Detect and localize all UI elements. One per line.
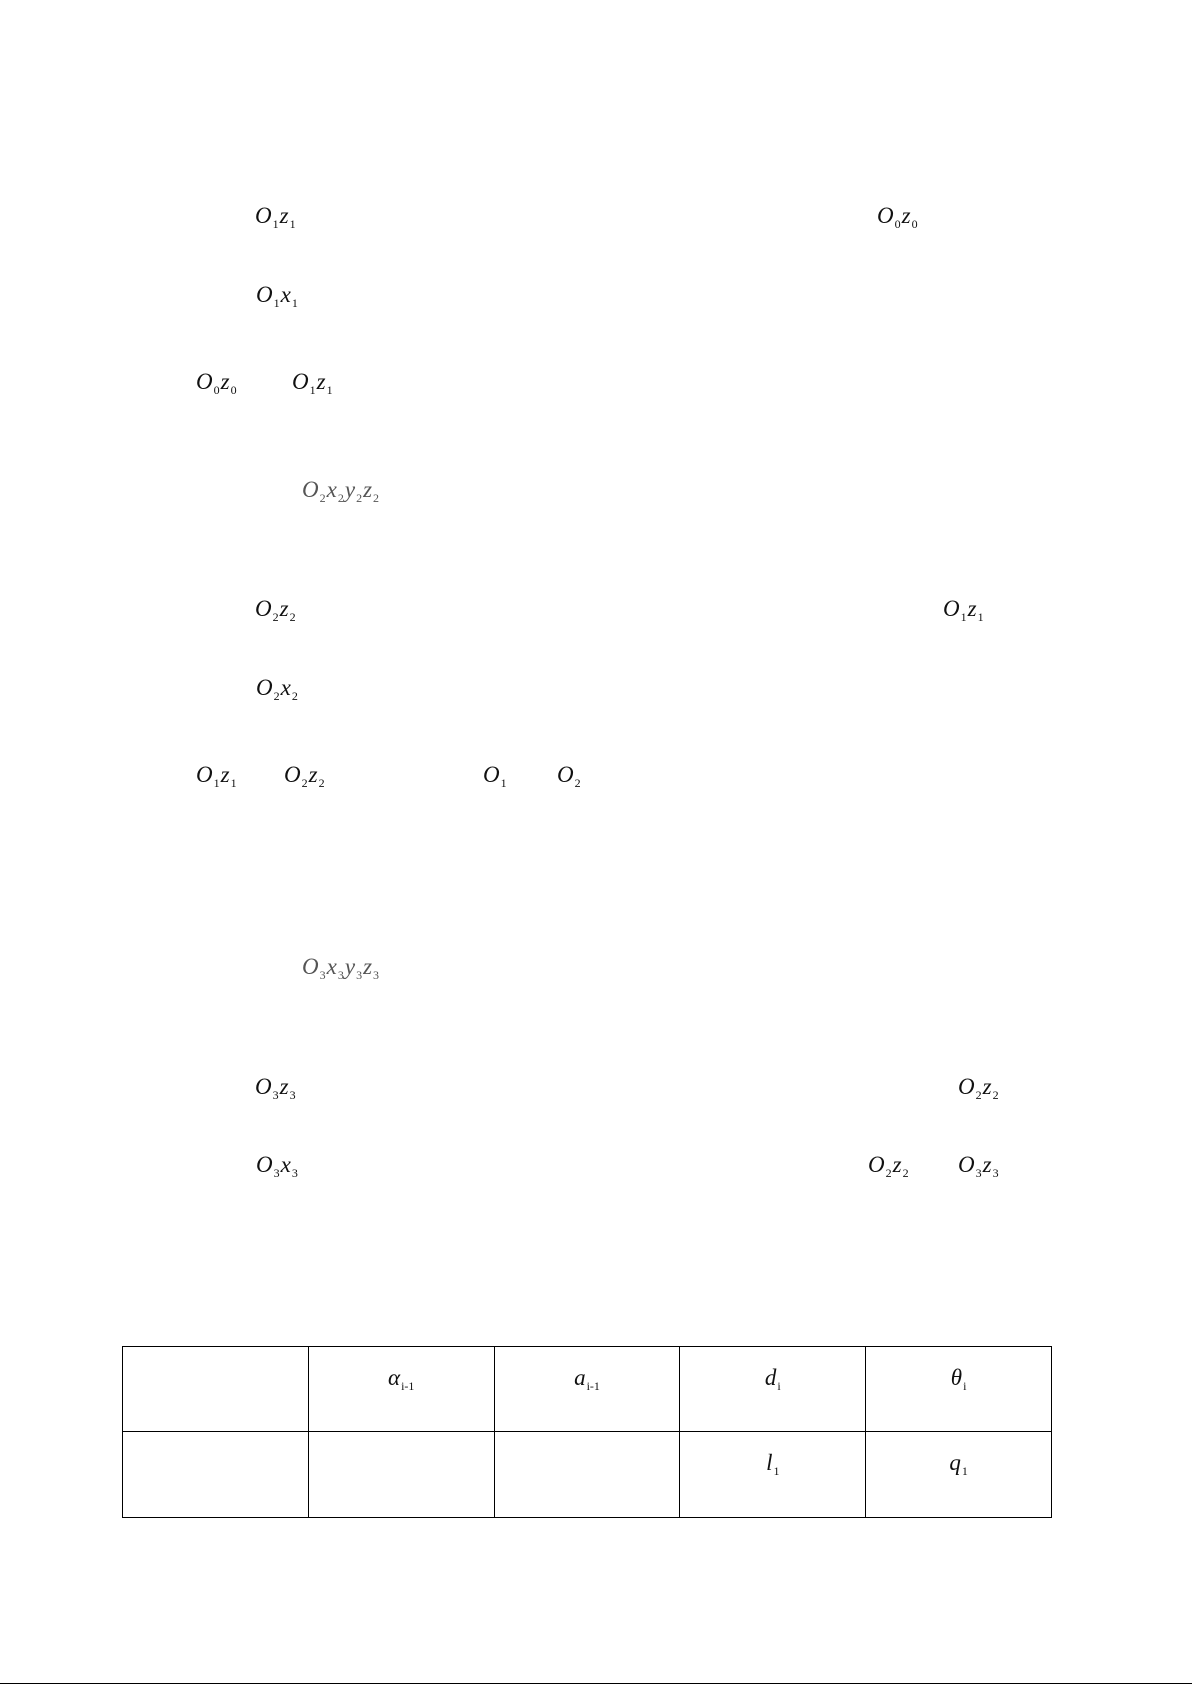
formula-o2z2: $O_2z_2$ (284, 762, 325, 790)
formula-o1: $O_1$ (483, 762, 507, 790)
formula-o2: $O_2$ (557, 762, 581, 790)
table-cell-l1: $l_1$ (680, 1432, 866, 1518)
table-cell-q1: $q_1$ (866, 1432, 1052, 1518)
formula-o3x3: $O_3x_3$ (256, 1152, 298, 1180)
formula-o0z0: $O_0z_0$ (196, 369, 237, 397)
page-bottom-rule (0, 1683, 1192, 1684)
header-cell-theta: $\theta_i$ (866, 1347, 1052, 1432)
table-cell (494, 1432, 680, 1518)
table-cell (123, 1432, 309, 1518)
table-row (123, 1432, 1052, 1518)
formula-o1z1: $O_1z_1$ (943, 596, 984, 624)
formula-o1x1: $O_1x_1$ (256, 282, 298, 310)
header-cell-a: $a_{i-1}$ (494, 1347, 680, 1432)
formula-o2x2: $O_2x_2$ (256, 675, 298, 703)
header-cell (123, 1347, 309, 1432)
formula-o2z2: $O_2z_2$ (255, 596, 296, 624)
dh-parameter-table (122, 1346, 1052, 1518)
formula-frame-2: $O_2x_2y_2z_2$ (302, 477, 380, 505)
formula-o1z1: $O_1z_1$ (292, 369, 333, 397)
formula-o2z2: $O_2z_2$ (958, 1074, 999, 1102)
header-cell-alpha: $\alpha_{i-1}$ (308, 1347, 494, 1432)
table-cell (308, 1432, 494, 1518)
formula-o3z3: $O_3z_3$ (958, 1152, 999, 1180)
formula-o0z0: $O_0z_0$ (877, 203, 918, 231)
formula-o3z3: $O_3z_3$ (255, 1074, 296, 1102)
formula-o1z1: $O_1z_1$ (196, 762, 237, 790)
formula-frame-3: $O_3x_3y_3z_3$ (302, 954, 380, 982)
formula-o2z2: $O_2z_2$ (868, 1152, 909, 1180)
formula-o1z1: $O_1z_1$ (255, 203, 296, 231)
header-cell-d: $d_i$ (680, 1347, 866, 1432)
table-header-row (123, 1347, 1052, 1432)
